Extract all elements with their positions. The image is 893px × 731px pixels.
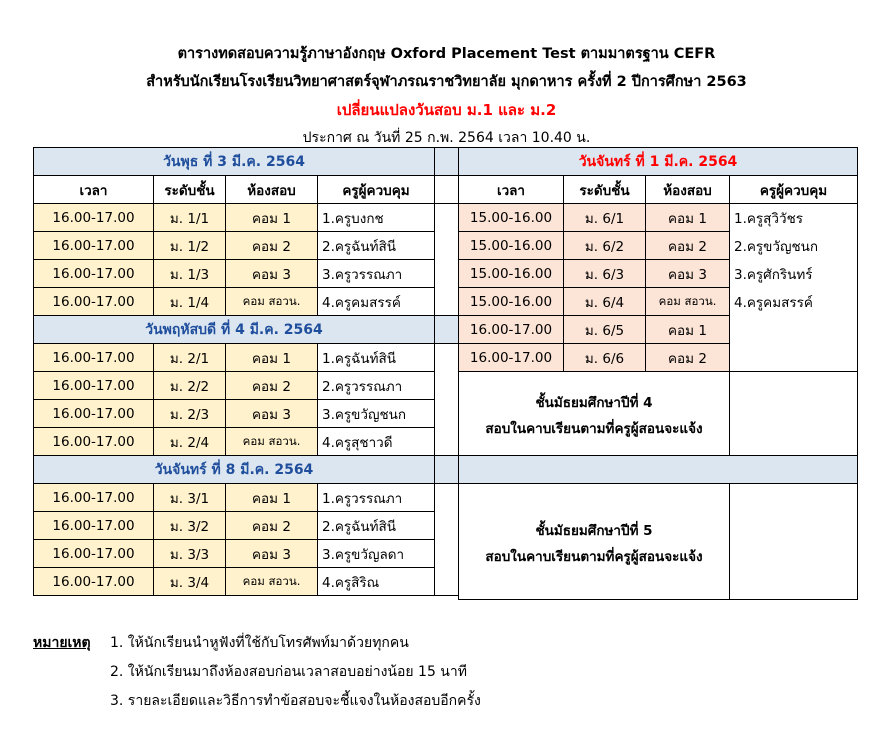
level-cell: ม. 6/4 <box>564 288 646 316</box>
col-header-room: ห้องสอบ <box>646 176 730 204</box>
teacher-cell: 1.ครูฉันท์สินี <box>318 344 435 372</box>
teacher-cell: 1.ครูวรรณภา <box>318 484 435 512</box>
room-cell: คอม 2 <box>226 512 318 540</box>
grade-note-title: ชั้นมัธยมศึกษาปีที่ 4 <box>535 394 653 411</box>
room-cell: คอม 2 <box>646 232 730 260</box>
gap-cell <box>435 316 459 344</box>
col-header-level: ระดับชั้น <box>564 176 646 204</box>
teacher-cell: 2.ครูวรรณภา <box>318 372 435 400</box>
empty-band <box>459 456 858 484</box>
remark-item: 3. รายละเอียดและวิธีการทำข้อสอบจะชี้แจงในห้องสอบอีกครั้ง <box>110 693 481 709</box>
room-cell: คอม 3 <box>646 260 730 288</box>
day-header: วันจันทร์ ที่ 8 มี.ค. 2564 <box>34 456 435 484</box>
table-row <box>34 400 435 428</box>
level-cell: ม. 6/2 <box>564 232 646 260</box>
time-cell: 16.00-17.00 <box>34 344 154 372</box>
teacher-cell: 3.ครูวรรณภา <box>318 260 435 288</box>
col-header-teacher: ครูผู้ควบคุม <box>318 176 435 204</box>
table-row <box>34 512 435 540</box>
level-cell: ม. 2/4 <box>154 428 226 456</box>
schedule-table-left <box>33 147 435 596</box>
col-header-time: เวลา <box>34 176 154 204</box>
col-header-room: ห้องสอบ <box>226 176 318 204</box>
room-cell: คอม สอวน. <box>226 428 318 456</box>
table-row <box>34 540 435 568</box>
teacher-cell <box>730 316 858 344</box>
room-cell: คอม 1 <box>646 204 730 232</box>
remark-item: 1. ให้นักเรียนนำหูฟังที่ใช้กับโทรศัพท์มาด้วยทุกคน <box>110 635 409 651</box>
teacher-cell: 2.ครูขวัญชนก <box>730 232 858 260</box>
remarks-label: หมายเหตุ <box>33 635 91 651</box>
grade-note <box>459 484 730 600</box>
room-cell: คอม 2 <box>226 372 318 400</box>
level-cell: ม. 6/3 <box>564 260 646 288</box>
level-cell: ม. 6/1 <box>564 204 646 232</box>
room-cell: คอม สอวน. <box>226 568 318 596</box>
grade-note-text: สอบในคาบเรียนตามที่ครูผู้สอนจะแจ้ง <box>485 420 703 437</box>
gap-column <box>434 147 459 596</box>
level-cell: ม. 3/3 <box>154 540 226 568</box>
room-cell: คอม 3 <box>226 260 318 288</box>
room-cell: คอม 2 <box>646 344 730 372</box>
teacher-cell: 3.ครูขวัญชนก <box>318 400 435 428</box>
gap-cell <box>435 204 459 316</box>
teacher-cell: 2.ครูฉันท์สินี <box>318 512 435 540</box>
empty-cell <box>730 372 858 456</box>
time-cell: 16.00-17.00 <box>34 512 154 540</box>
gap-cell <box>435 148 459 176</box>
table-row <box>34 232 435 260</box>
time-cell: 15.00-16.00 <box>459 288 564 316</box>
room-cell: คอม 1 <box>226 204 318 232</box>
level-cell: ม. 6/5 <box>564 316 646 344</box>
level-cell: ม. 2/3 <box>154 400 226 428</box>
time-cell: 16.00-17.00 <box>34 428 154 456</box>
time-cell: 16.00-17.00 <box>459 344 564 372</box>
level-cell: ม. 1/2 <box>154 232 226 260</box>
gap-cell <box>435 456 459 484</box>
room-cell: คอม 3 <box>226 540 318 568</box>
table-row <box>459 232 858 260</box>
page-title: ตารางทดสอบความรู้ภาษาอังกฤษ Oxford Placement Test ตามมาตรฐาน CEFR <box>177 46 716 62</box>
time-cell: 16.00-17.00 <box>34 540 154 568</box>
table-row <box>34 344 435 372</box>
level-cell: ม. 1/1 <box>154 204 226 232</box>
table-row <box>459 344 858 372</box>
time-cell: 15.00-16.00 <box>459 260 564 288</box>
time-cell: 16.00-17.00 <box>34 232 154 260</box>
teacher-cell: 3.ครูศักรินทร์ <box>730 260 858 288</box>
time-cell: 16.00-17.00 <box>459 316 564 344</box>
grade-note <box>459 372 730 456</box>
day-header: วันพุธ ที่ 3 มี.ค. 2564 <box>34 148 435 176</box>
table-row <box>34 204 435 232</box>
table-row <box>459 316 858 344</box>
day-header: วันจันทร์ ที่ 1 มี.ค. 2564 <box>459 148 858 176</box>
table-row <box>34 288 435 316</box>
level-cell: ม. 1/4 <box>154 288 226 316</box>
gap-cell <box>435 176 459 204</box>
teacher-cell: 2.ครูฉันท์สินี <box>318 232 435 260</box>
teacher-cell: 4.ครูคมสรรค์ <box>730 288 858 316</box>
teacher-cell: 4.ครูคมสรรค์ <box>318 288 435 316</box>
level-cell: ม. 6/6 <box>564 344 646 372</box>
time-cell: 16.00-17.00 <box>34 260 154 288</box>
grade-note-title: ชั้นมัธยมศึกษาปีที่ 5 <box>535 522 653 539</box>
time-cell: 16.00-17.00 <box>34 204 154 232</box>
col-header-level: ระดับชั้น <box>154 176 226 204</box>
room-cell: คอม สอวน. <box>646 288 730 316</box>
col-header-teacher: ครูผู้ควบคุม <box>730 176 858 204</box>
table-row <box>34 260 435 288</box>
time-cell: 16.00-17.00 <box>34 400 154 428</box>
teacher-cell: 1.ครูบงกช <box>318 204 435 232</box>
time-cell: 16.00-17.00 <box>34 372 154 400</box>
gap-cell <box>435 344 459 456</box>
room-cell: คอม สอวน. <box>226 288 318 316</box>
room-cell: คอม 3 <box>226 400 318 428</box>
page-subtitle: สำหรับนักเรียนโรงเรียนวิทยาศาสตร์จุฬาภรณราชวิทยาลัย มุกดาหาร ครั้งที่ 2 ปีการศึกษา 2563 <box>146 74 747 90</box>
empty-cell <box>730 484 858 600</box>
room-cell: คอม 1 <box>646 316 730 344</box>
level-cell: ม. 2/2 <box>154 372 226 400</box>
table-row <box>459 260 858 288</box>
schedule-table-right <box>458 147 858 600</box>
time-cell: 16.00-17.00 <box>34 484 154 512</box>
table-row <box>34 428 435 456</box>
teacher-cell: 4.ครูสุชาวดี <box>318 428 435 456</box>
table-row <box>459 204 858 232</box>
teacher-cell: 1.ครูสุวิวัชร <box>730 204 858 232</box>
level-cell: ม. 3/4 <box>154 568 226 596</box>
teacher-cell: 4.ครูสิริณ <box>318 568 435 596</box>
time-cell: 16.00-17.00 <box>34 568 154 596</box>
room-cell: คอม 1 <box>226 484 318 512</box>
room-cell: คอม 1 <box>226 344 318 372</box>
time-cell: 15.00-16.00 <box>459 232 564 260</box>
teacher-cell: 3.ครูขวัญลดา <box>318 540 435 568</box>
level-cell: ม. 2/1 <box>154 344 226 372</box>
table-row <box>34 568 435 596</box>
room-cell: คอม 2 <box>226 232 318 260</box>
col-header-time: เวลา <box>459 176 564 204</box>
remark-item: 2. ให้นักเรียนมาถึงห้องสอบก่อนเวลาสอบอย่างน้อย 15 นาที <box>110 664 467 680</box>
gap-cell <box>435 484 459 596</box>
table-row <box>34 484 435 512</box>
table-row <box>34 372 435 400</box>
teacher-cell <box>730 344 858 372</box>
time-cell: 15.00-16.00 <box>459 204 564 232</box>
level-cell: ม. 3/2 <box>154 512 226 540</box>
day-header: วันพฤหัสบดี ที่ 4 มี.ค. 2564 <box>34 316 435 344</box>
announce-date: ประกาศ ณ วันที่ 25 ก.พ. 2564 เวลา 10.40 น. <box>302 130 591 146</box>
time-cell: 16.00-17.00 <box>34 288 154 316</box>
table-row <box>459 288 858 316</box>
grade-note-text: สอบในคาบเรียนตามที่ครูผู้สอนจะแจ้ง <box>485 548 703 565</box>
level-cell: ม. 1/3 <box>154 260 226 288</box>
change-notice: เปลี่ยนแปลงวันสอบ ม.1 และ ม.2 <box>336 101 557 119</box>
level-cell: ม. 3/1 <box>154 484 226 512</box>
